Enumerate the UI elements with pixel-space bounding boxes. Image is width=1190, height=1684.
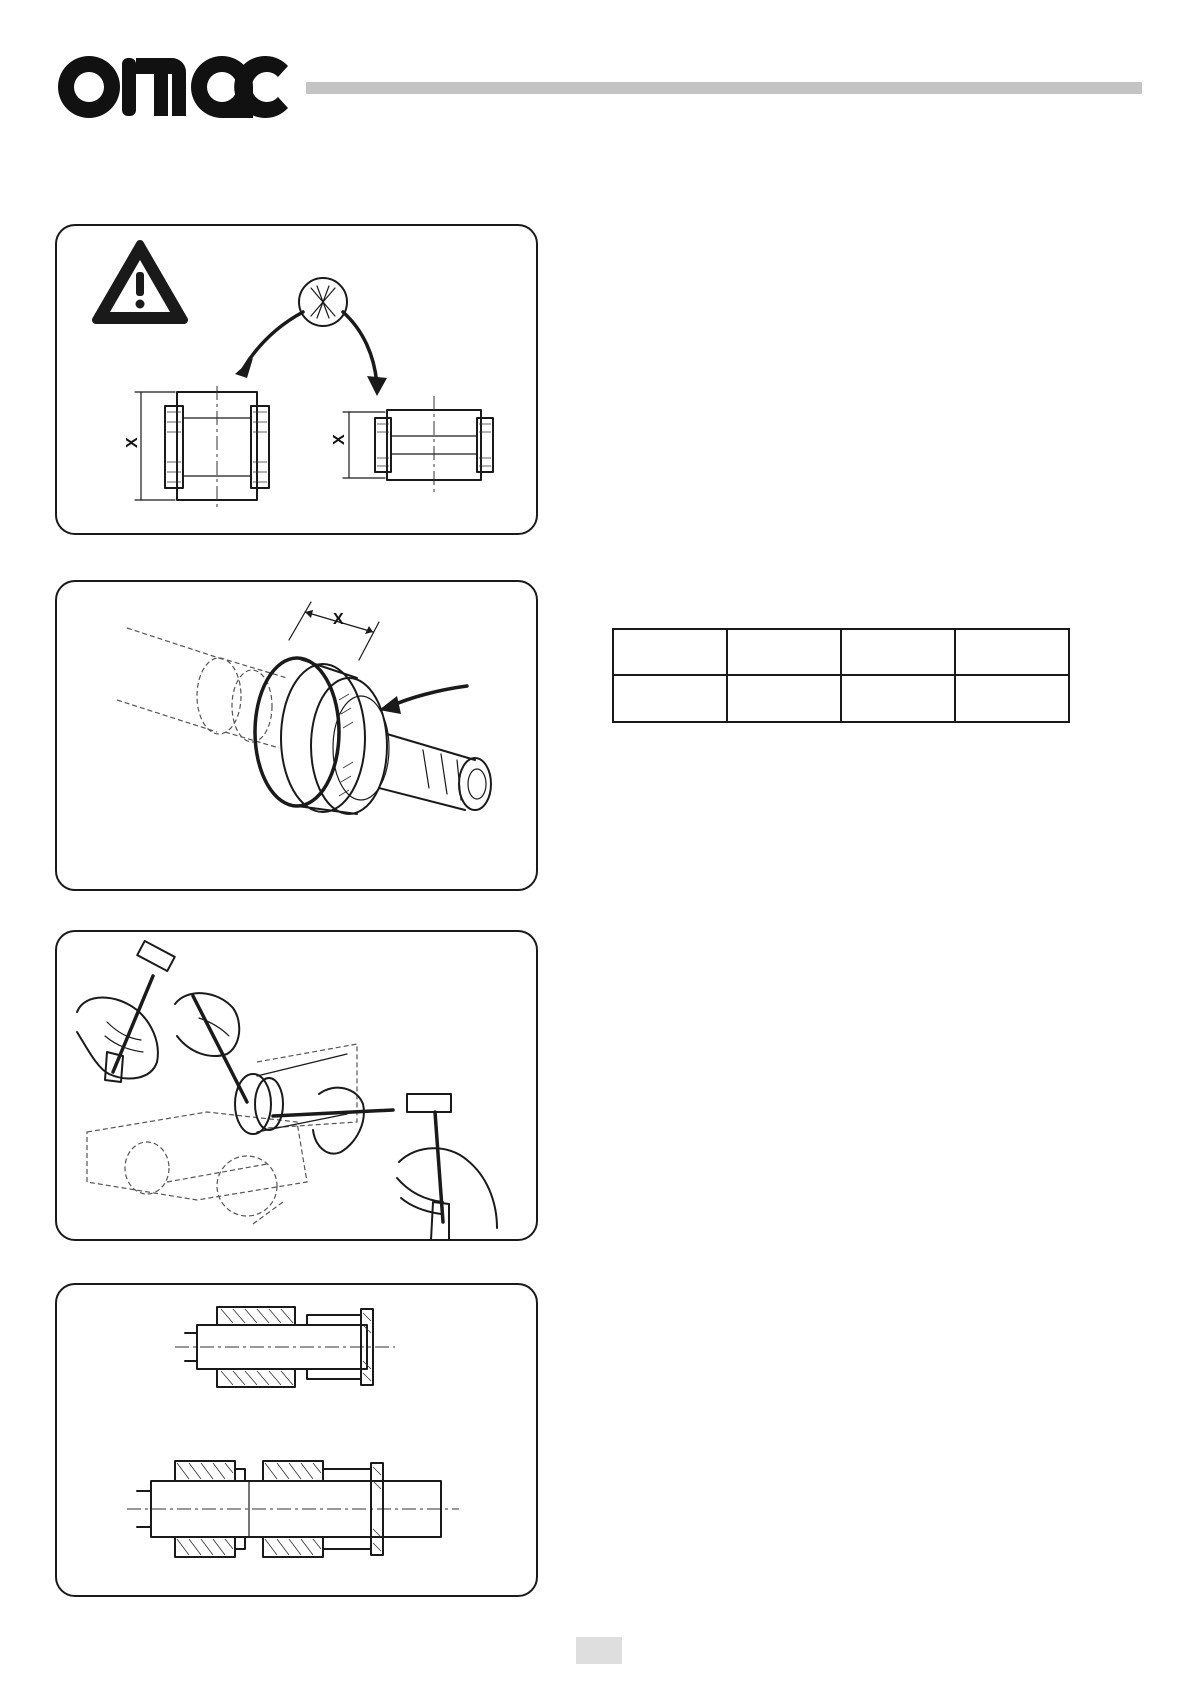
drift-rod xyxy=(273,1110,393,1116)
arrow-right xyxy=(343,312,377,386)
omac-logo xyxy=(56,54,300,120)
figure-shaft-bearing-position xyxy=(55,580,538,891)
punch-tool xyxy=(175,993,247,1102)
hammer-right xyxy=(407,1094,451,1240)
hand-middle xyxy=(313,1088,364,1154)
output-shaft xyxy=(379,734,491,810)
table-cell xyxy=(613,629,727,675)
vice-background xyxy=(87,1044,357,1224)
table-cell xyxy=(955,629,1069,675)
table-cell xyxy=(727,675,841,722)
dimension-x-label-2: X xyxy=(331,434,348,445)
bearing-short xyxy=(331,396,493,496)
table-cell xyxy=(841,629,955,675)
table-cell xyxy=(613,675,727,722)
figure-bearing-warning xyxy=(55,224,538,535)
table-row xyxy=(613,629,1069,675)
table-cell xyxy=(955,675,1069,722)
figure-bearing-removal-hammer xyxy=(55,930,538,1241)
section-lower xyxy=(127,1461,459,1557)
dimension-x-label-3: X xyxy=(333,611,344,628)
cross-symbol-icon xyxy=(299,278,347,326)
hand-left xyxy=(77,998,158,1079)
dimension-x-label-1: X xyxy=(124,437,141,448)
section-upper xyxy=(175,1307,395,1387)
mounting-arrow xyxy=(391,686,467,706)
table-row xyxy=(613,675,1069,722)
header-rule xyxy=(306,82,1142,94)
table-cell xyxy=(841,675,955,722)
spec-table xyxy=(612,628,1070,723)
bearing-assembly xyxy=(255,658,389,814)
page-number xyxy=(576,1637,622,1664)
bearing-on-shaft xyxy=(235,1054,347,1134)
hand-right xyxy=(397,1148,497,1228)
bearing-tall xyxy=(124,386,269,511)
figure-shaft-sections xyxy=(55,1283,538,1597)
warning-triangle-icon xyxy=(96,244,184,320)
table-cell xyxy=(727,629,841,675)
